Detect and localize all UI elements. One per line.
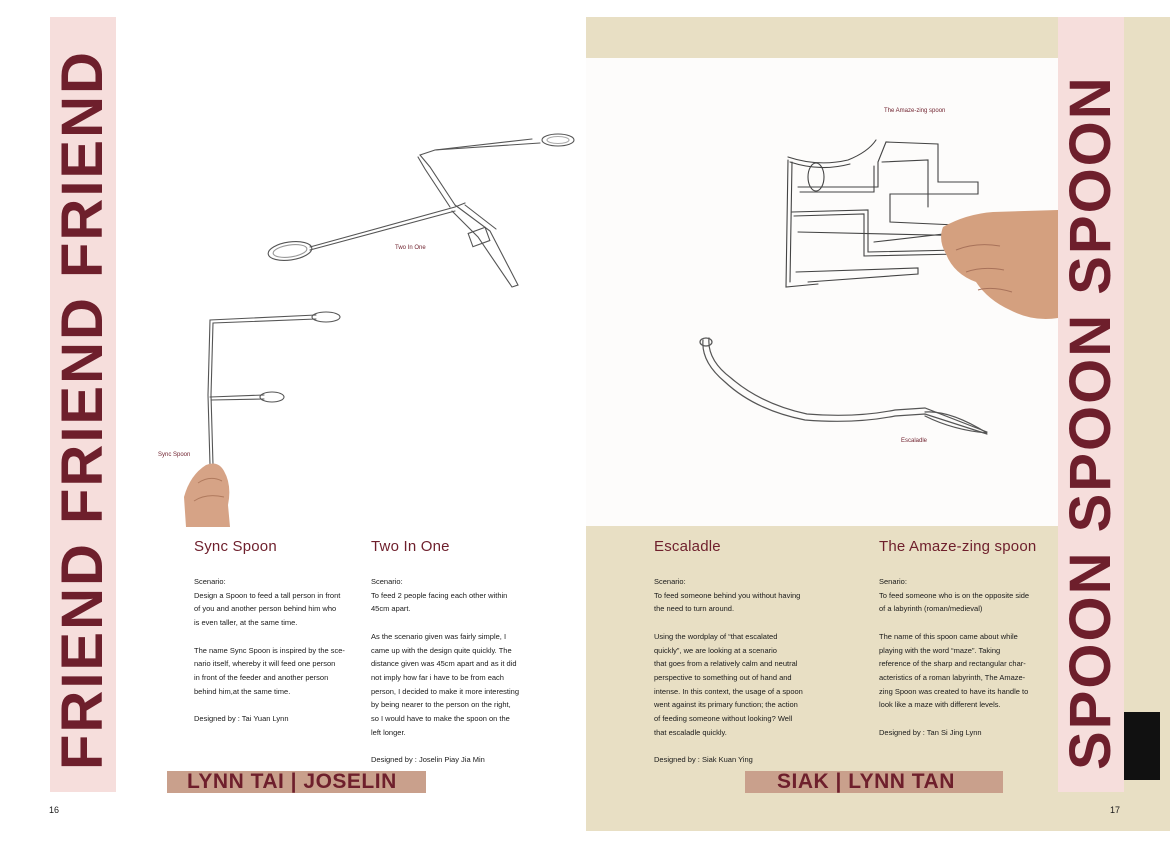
paragraph-gap — [371, 739, 543, 753]
body-text-line: Scenario: — [194, 577, 226, 586]
paragraph-gap — [194, 630, 366, 644]
sync-spoon-photo — [176, 305, 346, 527]
column-title: The Amaze-zing spoon — [879, 538, 1037, 555]
escaladle-caption: Escaladle — [901, 438, 928, 444]
right-designers-name-bar: SIAK | LYNN TAN — [745, 771, 1003, 793]
body-text-line: distance given was 45cm apart and as it did — [371, 659, 517, 669]
body-text-line: acteristics of a roman labyrinth, The Amaze- — [879, 672, 1026, 682]
amaze-zing-column — [879, 538, 1054, 739]
body-text-line: intense. In this context, the usage of a spoon — [654, 686, 803, 696]
body-text-line: not imply how far i have to be from each — [371, 672, 504, 682]
body-text-line: 45cm apart. — [371, 604, 411, 614]
column-title: Escaladle — [654, 538, 721, 555]
left-vertical-title: FRIEND FRIEND FRIEND — [50, 50, 115, 770]
body-text-line: reference of the sharp and rectangular char- — [879, 659, 1026, 669]
body-text-line: of feeding someone without looking? Well — [654, 714, 793, 724]
body-text-line: so I would have to make the spoon on the — [371, 714, 510, 724]
body-text-line: The name Sync Spoon is inspired by the sce- — [194, 645, 345, 655]
paragraph-gap — [194, 698, 366, 712]
black-edge-tab — [1124, 712, 1160, 780]
body-text-line: Designed by : Joselin Piay Jia Min — [371, 755, 485, 765]
column-title: Sync Spoon — [194, 538, 277, 555]
body-text-line: that goes from a relatively calm and neutral — [654, 659, 798, 669]
body-text-line: The name of this spoon came about while — [879, 631, 1018, 641]
body-text-line: As the scenario given was fairly simple, I — [371, 631, 507, 641]
two-in-one-caption: Two In One — [395, 245, 426, 251]
body-text-line: left longer. — [371, 727, 406, 737]
paragraph-gap — [879, 712, 1054, 726]
sync-spoon-column — [194, 538, 366, 726]
body-text-line: that escaladle quickly. — [654, 727, 727, 737]
two-in-one-column — [371, 538, 543, 767]
paragraph-gap — [654, 739, 826, 753]
paragraph-gap — [654, 616, 826, 630]
body-text-line: quickly”, we are looking at a scenario — [654, 645, 777, 655]
paragraph-gap — [879, 616, 1054, 630]
right-vertical-title: SPOON SPOON SPOON — [1058, 75, 1123, 770]
sync-spoon-caption: Sync Spoon — [158, 452, 191, 458]
body-text-line: nario itself, whereby it will feed one person — [194, 659, 336, 669]
body-text-line: of you and another person behind him who — [194, 604, 337, 614]
amaze-zing-caption: The Amaze-zing spoon — [884, 108, 946, 114]
body-text-line: the need to turn around. — [654, 604, 735, 614]
paragraph-gap — [371, 616, 543, 630]
body-text-line: look like a maze with different levels. — [879, 700, 1001, 710]
body-text-line: To feed someone who is on the opposite side — [879, 590, 1030, 600]
body-text-line: perspective to something out of hand and — [654, 672, 792, 682]
two-in-one-spoon-photo — [260, 125, 580, 295]
page-number-left: 16 — [49, 805, 60, 815]
column-title: Two In One — [371, 538, 450, 555]
body-text-line: Scenario: — [654, 577, 686, 586]
body-text-line: Designed by : Siak Kuan Ying — [654, 755, 753, 765]
escaladle-spoon-photo — [695, 332, 995, 442]
body-text-line: Design a Spoon to feed a tall person in front — [194, 590, 341, 600]
body-text-line: behind him,at the same time. — [194, 686, 291, 696]
body-text-line: playing with the word “maze”. Taking — [879, 645, 1001, 655]
escaladle-column — [654, 538, 826, 767]
body-text-line: Designed by : Tan Si Jing Lynn — [879, 727, 982, 737]
body-text-line: by being nearer to the person on the right, — [371, 700, 511, 710]
body-text-line: zing Spoon was created to have its handle to — [879, 686, 1029, 696]
body-text-line: Scenario: — [371, 577, 403, 586]
body-text-line: person, I decided to make it more interesting — [371, 686, 519, 696]
body-text-line: is even taller, at the same time. — [194, 618, 298, 628]
body-text-line: To feed someone behind you without having — [654, 590, 801, 600]
body-text-line: of a labyrinth (roman/medieval) — [879, 604, 983, 614]
body-text-line: Senario: — [879, 577, 907, 586]
amaze-zing-spoon-photo — [778, 132, 1058, 322]
body-text-line: Using the wordplay of “that escalated — [654, 631, 778, 641]
body-text-line: Designed by : Tai Yuan Lynn — [194, 714, 289, 723]
page-number-right: 17 — [1110, 805, 1121, 815]
left-designers-name-bar: LYNN TAI | JOSELIN — [167, 771, 426, 793]
body-text-line: went against its primary function; the action — [654, 700, 798, 710]
body-text-line: came up with the design quite quickly. The — [371, 645, 512, 655]
body-text-line: To feed 2 people facing each other within — [371, 590, 508, 600]
body-text-line: in front of the feeder and another person — [194, 672, 329, 682]
